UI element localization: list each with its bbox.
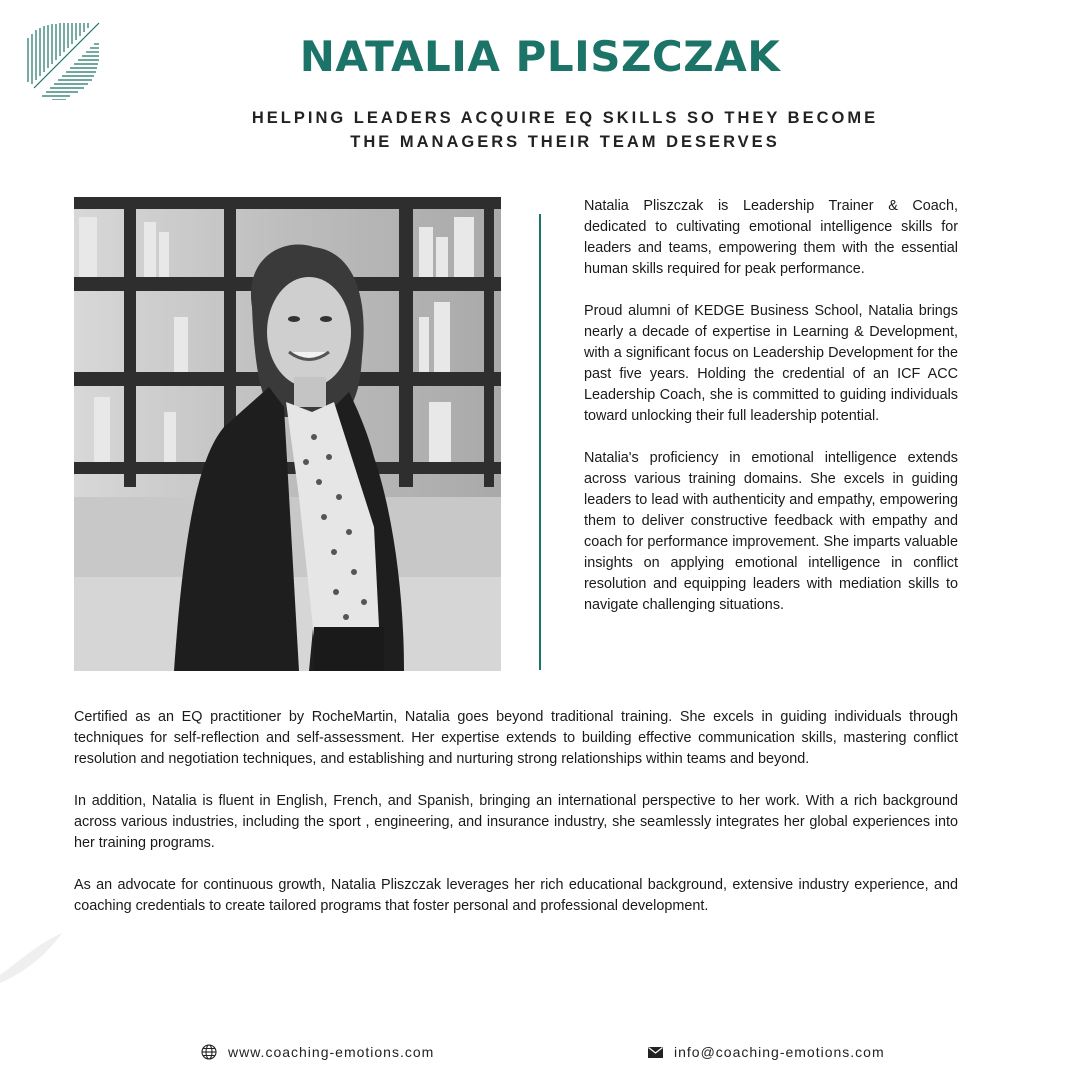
footer-website[interactable] [201, 1044, 434, 1060]
brush-stroke-decoration [0, 925, 70, 985]
tagline [240, 106, 890, 154]
tagline-line-1: HELPING LEADERS ACQUIRE EQ SKILLS SO THEY BECOME [251, 109, 879, 127]
email-link[interactable]: info@coaching-emotions.com [674, 1044, 885, 1060]
bio-paragraph: Certified as an EQ practitioner by RocheMartin, Natalia goes beyond traditional training. She excels in guiding individuals through techniques for self-reflection and self-assessment. Her expertise extends to building effective communication skills, mastering conflict resolution and negotiation techniques, and establishing and nurturing strong relationships within teams and beyond. [74, 709, 958, 767]
envelope-icon [648, 1047, 663, 1058]
bio-bottom-section [74, 707, 958, 938]
page-title: NATALIA PLISZCZAK [299, 32, 781, 81]
bio-paragraph: Natalia's proficiency in emotional intelligence extends across various training domains. She excels in guiding leaders to lead with authenticity and empathy, empowering them to deliver constructive feedback with empathy and coach for performance improvement. She imparts valuable insights on applying emotional intelligence in conflict resolution and equipping leaders with mediation skills to navigate challenging situations. [584, 450, 958, 613]
bio-paragraph: As an advocate for continuous growth, Natalia Pliszczak leverages her rich educational background, extensive industry experience, and coaching credentials to create tailored programs that foster personal and professional development. [74, 877, 958, 914]
tagline-line-2: THE MANAGERS THEIR TEAM DESERVES [350, 133, 780, 151]
website-link[interactable]: www.coaching-emotions.com [228, 1044, 435, 1060]
portrait-photo [74, 197, 501, 671]
bio-right-column [584, 196, 958, 637]
bio-paragraph: Proud alumni of KEDGE Business School, Natalia brings nearly a decade of expertise in Learning & Development, with a significant focus on Leadership Development for the past five years. Holding the credential of an ICF ACC Leadership Coach, she is committed to guiding individuals toward unlocking their full leadership potential. [584, 303, 958, 424]
bio-paragraph: In addition, Natalia is fluent in English, French, and Spanish, bringing an international perspective to her work. With a rich background across various industries, including the sport , engineering, and insurance industry, she seamlessly integrates her global experiences into her training programs. [74, 793, 958, 851]
globe-icon [201, 1044, 217, 1060]
vertical-divider [539, 214, 541, 670]
footer-email[interactable] [648, 1044, 885, 1060]
bio-paragraph: Natalia Pliszczak is Leadership Trainer & Coach, dedicated to cultivating emotional intelligence skills for leaders and teams, empowering them with the essential human skills required for peak performance. [584, 198, 958, 277]
